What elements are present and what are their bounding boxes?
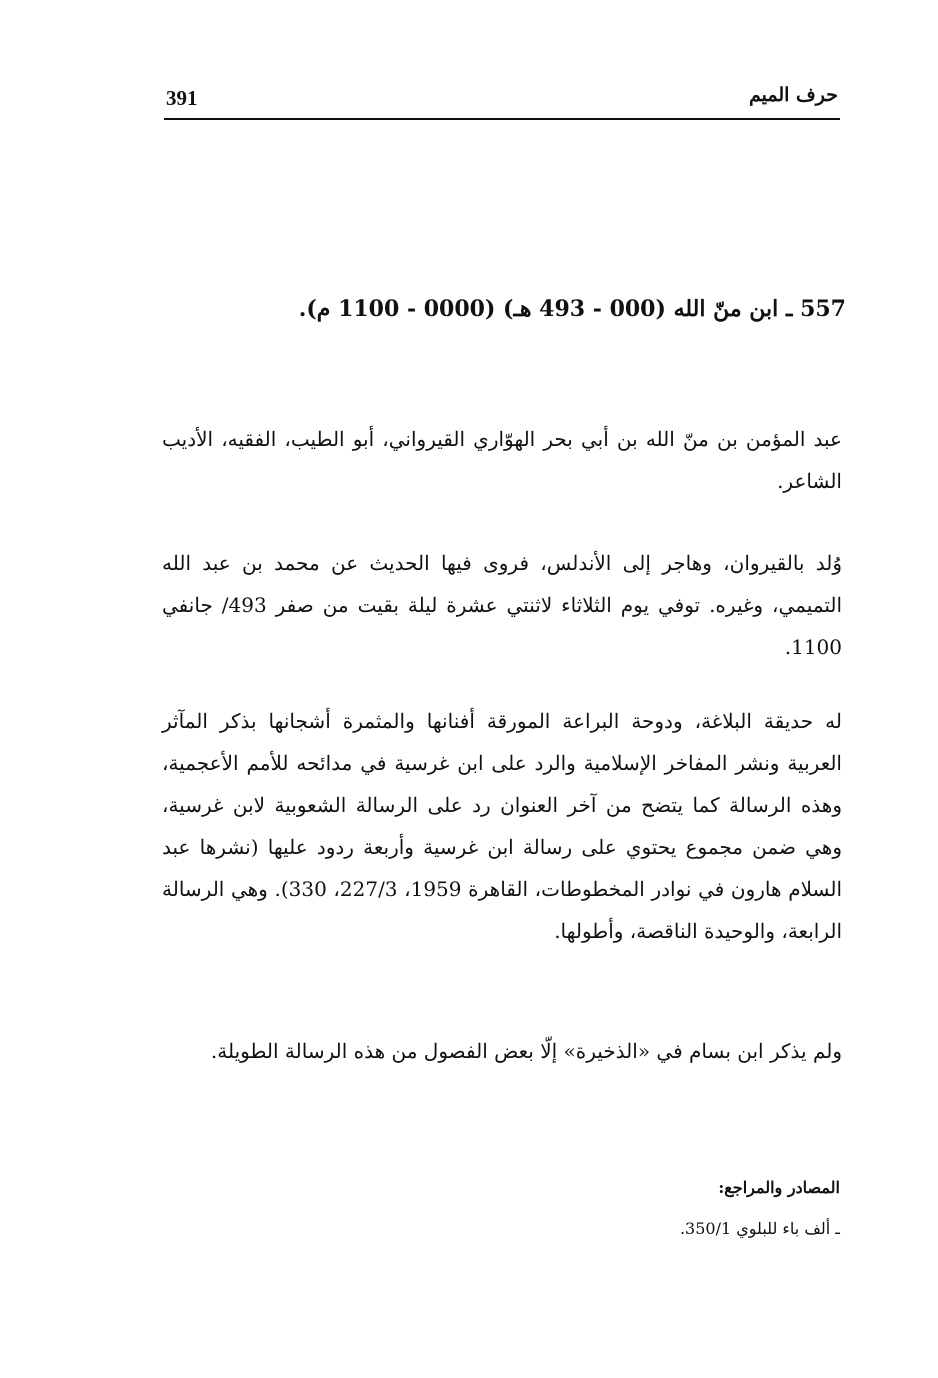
paragraph-identity: عبد المؤمن بن منّ الله بن أبي بحر الهوّاري القيرواني، أبو الطيب، الفقيه، الأديب الشاعر.: [162, 427, 842, 493]
page-header: [164, 84, 840, 120]
source-item: ـ ألف باء للبلوي 350/1.: [679, 1219, 840, 1238]
paragraph-note: ولم يذكر ابن بسام في «الذخيرة» إلّا بعض الفصول من هذه الرسالة الطويلة.: [210, 1039, 842, 1063]
sources-list: [680, 1216, 840, 1242]
sources-heading: المصادر والمراجع:: [718, 1178, 840, 1197]
entry-title: 557 ـ ابن منّ الله (000 - 493 هـ) (0000 - 1100 م).: [298, 296, 846, 322]
paragraph-works: له حديقة البلاغة، ودوحة البراعة المورقة أفنانها والمثمرة أشجانها بذكر المآثر العربية ونشر المفاخر الإسلامية والرد على ابن غرسية في مدائحه للأمم الأعجمية، وهذه الرسالة كما يتضح من آخر العنوان رد على الرسالة الشعوبية لابن غرسية، وهي ضمن مجموع يحتوي على رسالة ابن غرسية وأربعة ردود عليها (نشرها عبد السلام هارون في نوادر المخطوطات، القاهرة 1959، 227/3، 330). وهي الرسالة الرابعة، والوحيدة الناقصة، وأطولها.: [162, 709, 842, 943]
running-head: حرف الميم: [749, 84, 838, 106]
paragraph-biography: وُلد بالقيروان، وهاجر إلى الأندلس، فروى فيها الحديث عن محمد بن عبد الله التميمي، وغيره. توفي يوم الثلاثاء لاثنتي عشرة ليلة بقيت من صفر 493/ جانفي 1100.: [162, 551, 842, 659]
page-number: 391: [166, 86, 198, 110]
